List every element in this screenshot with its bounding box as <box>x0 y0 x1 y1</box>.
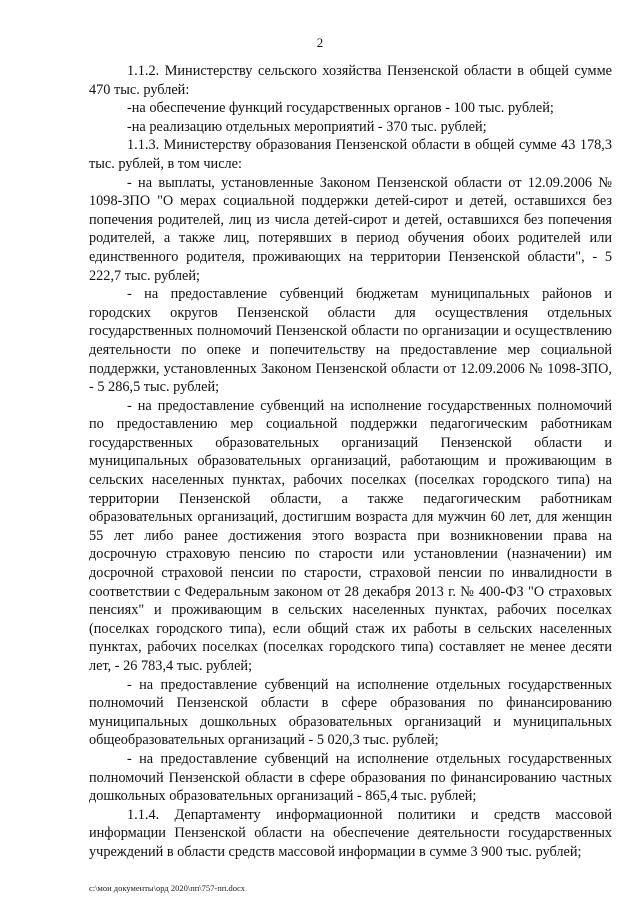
page-number: 2 <box>316 35 324 50</box>
paragraph-item: - на предоставление субвенций бюджетам муниципальных районов и городских округов Пензенской области для осуществления отдельных государственных полномочий Пензенской области по организации и осуществлению деятельности по опеке и попечительству на предоставление мер социальной поддержки, установленных Законом Пензенской области от 12.09.2006 № 1098-ЗПО, - 5 286,5 тыс. рублей; <box>89 286 612 396</box>
paragraph-1-1-3: 1.1.3. Министерству образования Пензенской области в общей сумме 43 178,3 тыс. рублей, в том числе: <box>89 137 612 172</box>
paragraph-1-1-4: 1.1.4. Департаменту информационной политики и средств массовой информации Пензенской области на обеспечение деятельности государственных учреждений в области средств массовой информации в сумме 3 900 тыс. рублей; <box>89 806 612 860</box>
paragraph-item: -на реализацию отдельных мероприятий - 370 тыс. рублей; <box>127 118 487 135</box>
paragraph-1-1-2: 1.1.2. Министерству сельского хозяйства Пензенской области в общей сумме 470 тыс. рублей: <box>89 63 612 98</box>
paragraph-item: -на обеспечение функций государственных органов - 100 тыс. рублей; <box>127 100 554 117</box>
document-body <box>89 62 612 862</box>
paragraph-item: - на выплаты, установленные Законом Пензенской области от 12.09.2006 № 1098-ЗПО "О мерах социальной поддержки детей-сирот и детей, оставшихся без попечения родителей, лиц из числа детей-сирот и детей, оставшихся без попечения родителей, а также лиц, потерявших в период обучения обоих родителей или единственного родителя, проживающих на территории Пензенской области", - 5 222,7 тыс. рублей; <box>89 174 612 284</box>
paragraph-item: - на предоставление субвенций на исполнение отдельных государственных полномочий Пензенской области в сфере образования по финансированию муниципальных дошкольных образовательных организаций и муниципальных общеобразовательных организаций - 5 020,3 тыс. рублей; <box>89 676 612 749</box>
paragraph-item: - на предоставление субвенций на исполнение государственных полномочий по предоставлению мер социальной поддержки педагогическим работникам государственных образовательных организаций Пензенской области и муниципальных образовательных организаций, работающим и проживающим в сельских населенных пунктах, рабочих поселках (поселках городского типа) на территории Пензенской области, а также педагогическим работникам образовательных организаций, достигшим возраста для мужчин 60 лет, для женщин 55 лет либо ранее достижения этого возраста при возникновении права на досрочную страховую пенсию по старости или установлении (назначении) им досрочной страховой пенсии по старости, страховой пенсии по инвалидности в соответствии с Федеральным законом от 28 декабря 2013 г. № 400-ФЗ "О страховых пенсиях" и проживающим в сельских населенных пунктах, рабочих поселках (поселках городского типа), если общий стаж их работы в сельских населенных пунктах, рабочих поселках (поселках городского типа) составляет не менее десяти лет, - 26 783,4 тыс. рублей; <box>89 397 612 674</box>
footer-file-path: c:\мои документы\орд 2020\пп\757-пп.docx <box>89 883 245 893</box>
paragraph-item: - на предоставление субвенций на исполнение отдельных государственных полномочий Пензенской области в сфере образования по финансированию частных дошкольных образовательных организаций - 865,4 тыс. рублей; <box>89 750 612 805</box>
